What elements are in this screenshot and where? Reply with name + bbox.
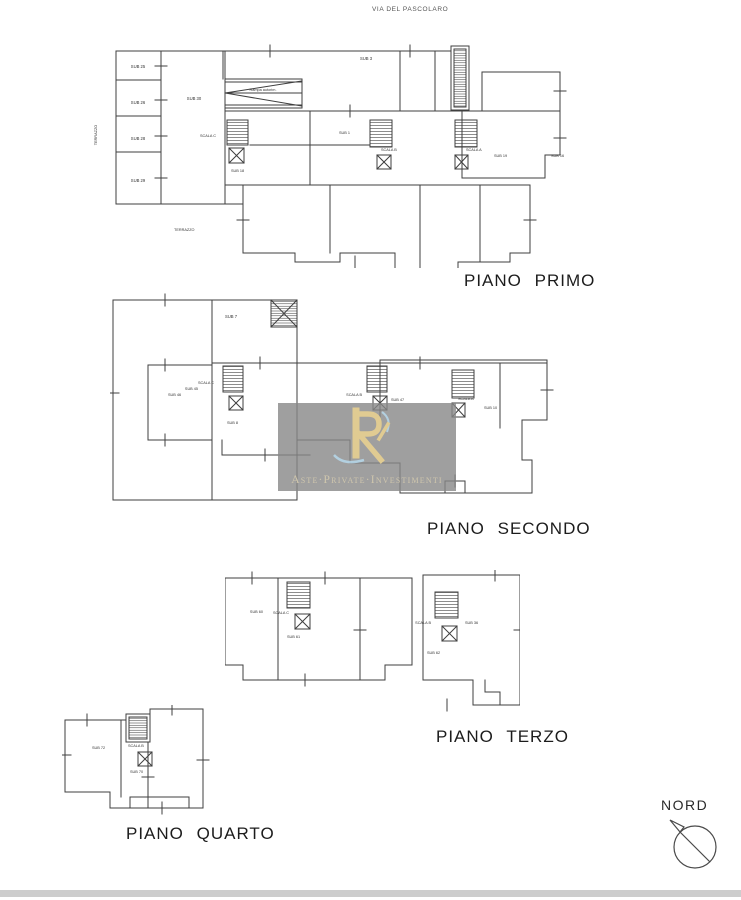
plan-label: SUB 18 [231,169,245,173]
plan-label: SUB 45 [184,387,198,391]
plan-label: SUB 72 [92,746,106,750]
plan-label: SUB 28 [130,136,146,141]
plan-label: SUB 1 [339,131,350,135]
plan-label: SUB 70 [130,770,144,774]
scan-edge-strip [0,890,741,897]
plan-label: SCALA B [346,393,362,397]
plan-label: SUB 7 [224,314,238,319]
plan-label: SUB 29 [130,178,146,183]
floor-plan-piano-quarto [62,705,232,823]
floor-title-piano-secondo: PIANO SECONDO [427,519,591,538]
floor-plan-piano-primo [90,40,570,268]
plan-label: SCALA C [199,134,216,138]
plan-label: SUB 47 [391,398,405,402]
plan-label: TERRAZZO [174,228,195,232]
north-compass-icon [655,815,735,875]
floor-title-piano-quarto: PIANO QUARTO [126,824,275,843]
plan-label: SUB 10 [484,406,498,410]
plan-label: SUB 60 [249,610,263,614]
plan-label: SUB 36 [465,621,479,625]
plan-label: SUB 19 [494,154,508,158]
plan-label: SUB 46 [168,393,182,397]
plan-label: SUB 3 [359,56,373,61]
street-name-label: VIA DEL PASCOLARO [372,6,449,13]
floor-plan-piano-terzo [225,570,520,718]
plan-label: TERRAZZO [94,124,98,146]
plan-label: SUB 25 [130,64,146,69]
plan-label: SCALA C [197,381,214,385]
floor-title-piano-terzo: PIANO TERZO [436,727,569,746]
plan-label: SCALA C [272,611,289,615]
watermark-caption: Aste·Private·Investimenti [291,473,443,486]
plan-label: Rampa autorim. [249,88,277,92]
plan-label: SUB 61 [287,635,301,639]
watermark-overlay [278,403,456,491]
plan-label: SUB 26 [130,100,146,105]
plan-label: SCALA A [458,397,474,401]
plan-label: SCALA A [466,148,482,152]
floor-title-piano-primo: PIANO PRIMO [464,271,596,290]
watermark-logo-icon [328,405,408,467]
plan-label: SCALA B [128,744,144,748]
plan-label: SCALA B [381,148,397,152]
plan-label: SUB 62 [427,651,441,655]
plan-label: SUB 30 [186,96,202,101]
plan-label: SUB 16 [551,154,565,158]
north-label: NORD [661,797,709,813]
plan-label: SCALA B [415,621,431,625]
plan-label: SUB 8 [227,421,238,425]
